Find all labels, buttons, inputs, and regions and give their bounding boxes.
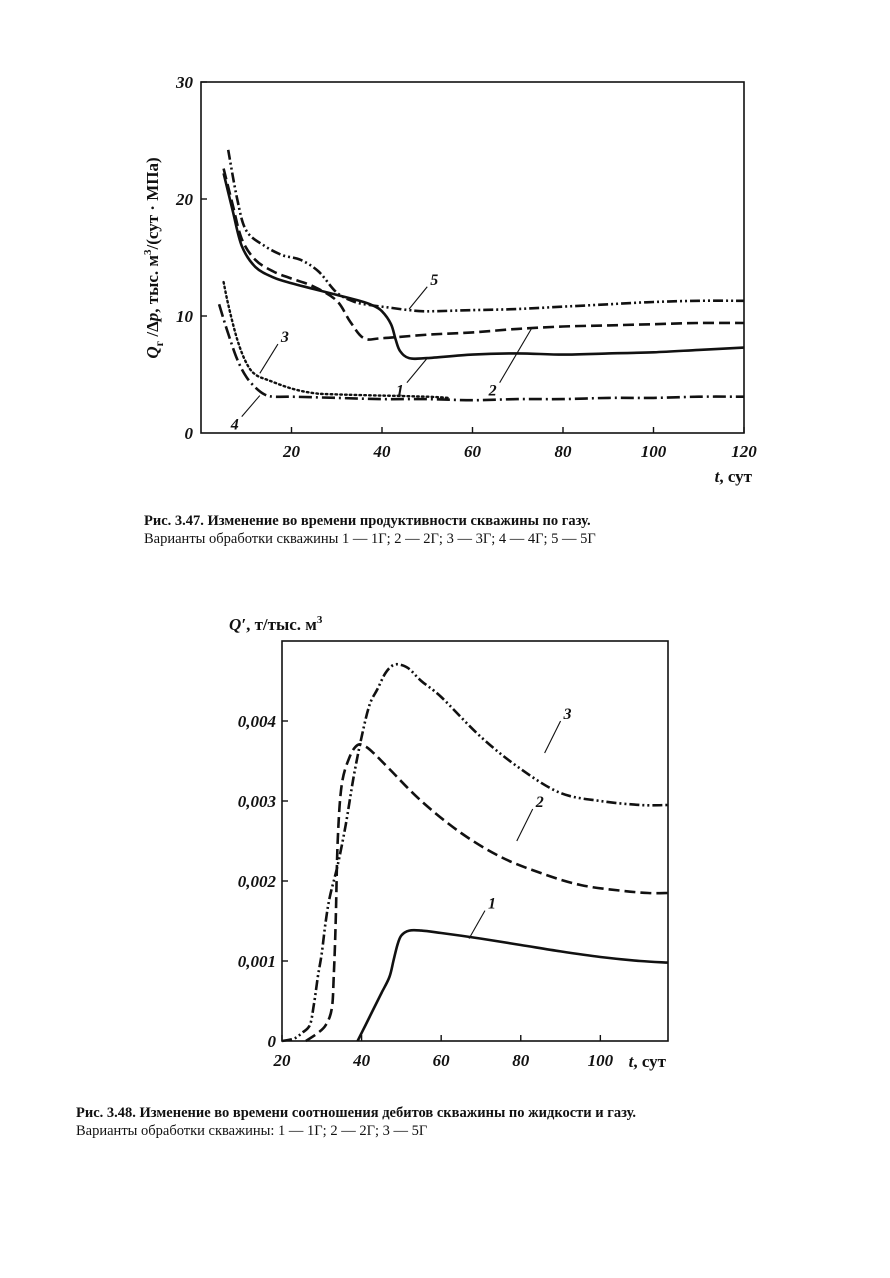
figure-caption-3-47 bbox=[144, 512, 596, 548]
curve-label-2: 2 bbox=[488, 382, 497, 400]
curve-label-5: 5 bbox=[430, 271, 439, 289]
y-axis-label-sup: 3 bbox=[142, 249, 154, 256]
curve-labels bbox=[230, 272, 532, 434]
x-tick-label: 80 bbox=[554, 442, 572, 461]
curve-label-3: 3 bbox=[280, 329, 289, 347]
x-tick-label: 20 bbox=[273, 1051, 291, 1070]
curve-leader-4 bbox=[242, 396, 260, 417]
curve-leader-2 bbox=[517, 809, 533, 841]
y-tick-label: 0,004 bbox=[237, 712, 276, 731]
series-group bbox=[219, 150, 744, 400]
y-tick-label: 30 bbox=[176, 73, 193, 92]
y-axis-label-q: Q′ bbox=[229, 615, 247, 634]
y-axis-label-p: p bbox=[143, 312, 162, 322]
curve-label-1: 1 bbox=[487, 895, 496, 913]
x-axis-label-var: t bbox=[628, 1052, 634, 1071]
caption-title: Рис. 3.48. Изменение во времени соотношения дебитов скважины по жидкости и газу. bbox=[76, 1105, 637, 1121]
curve-leader-3 bbox=[545, 721, 561, 753]
x-tick-label: 60 bbox=[432, 1051, 450, 1070]
x-tick-label: 100 bbox=[587, 1051, 614, 1070]
chart-productivity bbox=[0, 0, 890, 560]
x-tick-label: 40 bbox=[373, 442, 391, 461]
curve-label-4: 4 bbox=[230, 416, 239, 434]
caption-variants: Варианты обработки скважины: 1 — 1Г; 2 — 2Г; 3 — 5Г bbox=[76, 1123, 428, 1139]
x-axis-label-var: t bbox=[714, 467, 720, 486]
curve-leader-2 bbox=[500, 329, 532, 383]
figure-caption-3-48 bbox=[76, 1104, 636, 1140]
y-tick-label: 0 bbox=[267, 1032, 276, 1051]
x-axis-label bbox=[629, 1052, 667, 1071]
plot-area bbox=[175, 73, 757, 461]
series-group bbox=[282, 664, 668, 1041]
x-axis-label-unit: , сут bbox=[719, 467, 752, 486]
series-line-1 bbox=[358, 930, 668, 1041]
x-tick-label: 40 bbox=[353, 1051, 371, 1070]
y-tick-label: 0 bbox=[184, 424, 193, 443]
y-tick-label: 20 bbox=[176, 190, 193, 209]
y-tick-label: 0,003 bbox=[237, 792, 276, 811]
x-tick-label: 120 bbox=[731, 442, 757, 461]
y-axis-label-rest: , тыс. м bbox=[143, 255, 162, 313]
y-axis-label-sup: 3 bbox=[316, 614, 323, 626]
curve-leader-3 bbox=[260, 344, 278, 373]
y-ticks bbox=[175, 73, 207, 443]
curve-label-1: 1 bbox=[395, 382, 404, 400]
x-tick-label: 20 bbox=[283, 442, 300, 461]
y-ticks bbox=[238, 712, 288, 1051]
plot-frame bbox=[201, 82, 744, 433]
curve-leader-1 bbox=[469, 911, 485, 939]
y-tick-label: 0,002 bbox=[237, 872, 276, 891]
series-line-2 bbox=[306, 744, 668, 1041]
y-axis-label bbox=[142, 157, 166, 358]
x-axis-label-unit: , сут bbox=[633, 1052, 666, 1071]
curve-labels bbox=[469, 706, 572, 939]
caption-variants: Варианты обработки скважины 1 — 1Г; 2 — 2Г; 3 — 3Г; 4 — 4Г; 5 — 5Г bbox=[144, 531, 596, 547]
series-line-2 bbox=[224, 169, 744, 340]
plot-area bbox=[238, 641, 668, 1070]
x-axis-label bbox=[715, 467, 753, 486]
curve-leader-5 bbox=[409, 287, 427, 309]
y-axis-label-q: Q bbox=[143, 346, 162, 359]
y-axis-label-end: /(сут · МПа) bbox=[143, 157, 162, 250]
y-tick-label: 0,001 bbox=[237, 952, 276, 971]
y-tick-label: 10 bbox=[176, 307, 193, 326]
chart-liquid-gas-ratio bbox=[0, 600, 890, 1100]
series-line-3 bbox=[282, 664, 668, 1041]
x-ticks bbox=[282, 427, 757, 461]
y-axis-label-rest: , т/тыс. м bbox=[246, 615, 317, 634]
x-tick-label: 100 bbox=[640, 442, 667, 461]
x-tick-label: 80 bbox=[512, 1051, 530, 1070]
curve-label-3: 3 bbox=[563, 706, 572, 723]
y-axis-label bbox=[229, 614, 323, 634]
curve-leader-1 bbox=[407, 358, 427, 383]
caption-title: Рис. 3.47. Изменение во времени продуктивности скважины по газу. bbox=[144, 513, 591, 529]
series-line-3 bbox=[224, 282, 450, 398]
x-tick-label: 60 bbox=[464, 442, 481, 461]
y-axis-label-sub: г bbox=[152, 340, 166, 347]
y-axis-label-mid: /Δ bbox=[143, 321, 162, 341]
curve-label-2: 2 bbox=[535, 794, 544, 811]
